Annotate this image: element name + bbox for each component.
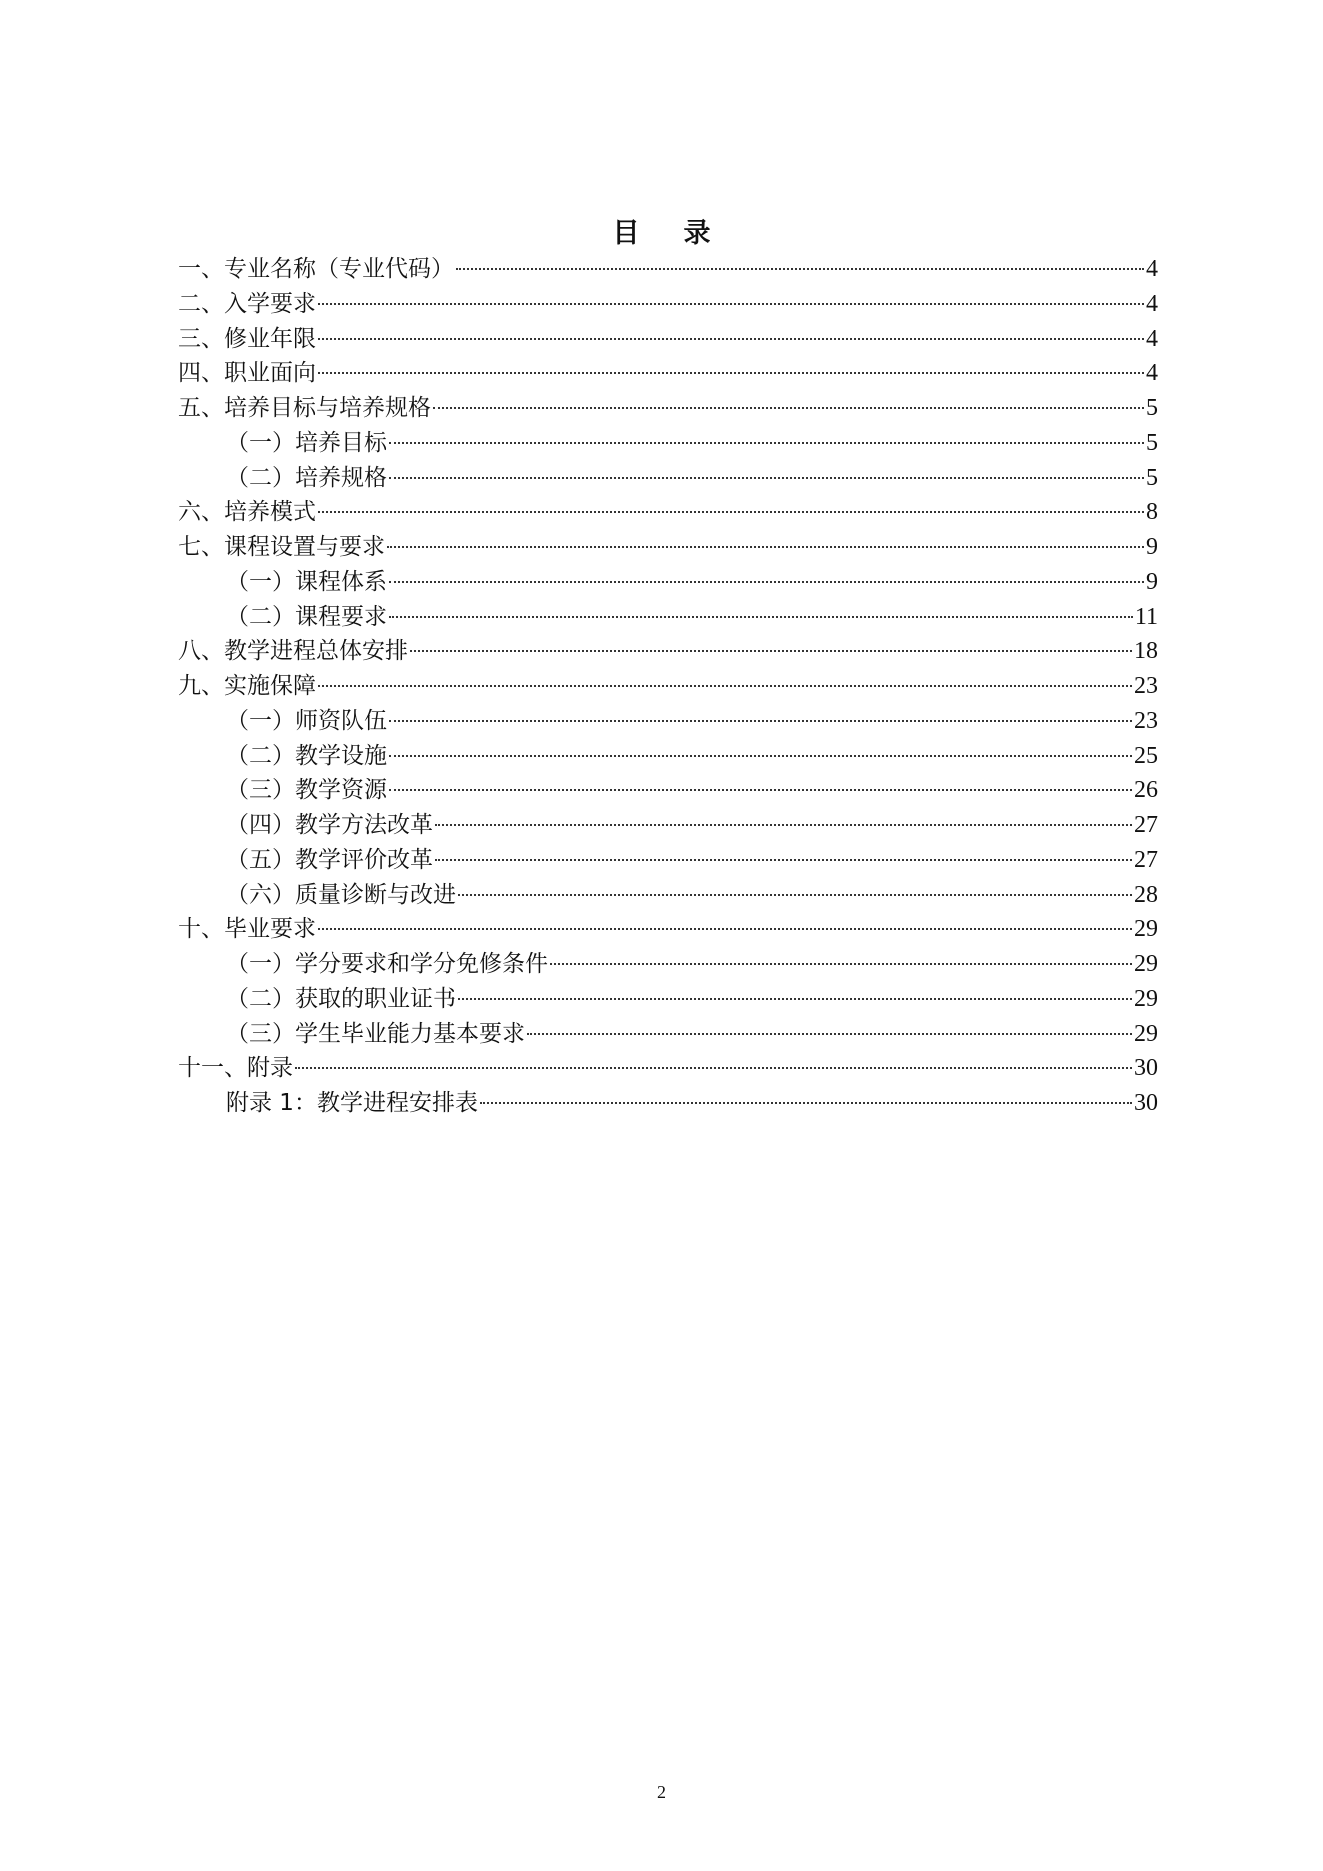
toc-entry-label: （一）课程体系 — [226, 568, 387, 595]
toc-dot-leader — [389, 720, 1132, 722]
toc-entry[interactable] — [178, 912, 1158, 947]
toc-entry[interactable] — [178, 1017, 1158, 1052]
toc-entry-label: 八、教学进程总体安排 — [178, 638, 408, 665]
toc-entry[interactable] — [178, 704, 1158, 739]
toc-entry-label: 二、入学要求 — [178, 290, 316, 317]
toc-entry[interactable] — [178, 982, 1158, 1017]
toc-entry[interactable] — [178, 634, 1158, 669]
toc-entry[interactable] — [178, 391, 1158, 426]
toc-dot-leader — [456, 268, 1144, 270]
toc-entry-page-number: 11 — [1134, 603, 1158, 630]
toc-entry-page-number: 4 — [1146, 325, 1158, 352]
toc-entry-page-number: 30 — [1134, 1055, 1158, 1082]
toc-entry-page-number: 4 — [1146, 256, 1158, 282]
page-number: 2 — [657, 1782, 666, 1802]
toc-entry-page-number: 9 — [1146, 568, 1158, 595]
toc-entry-label: （一）学分要求和学分免修条件 — [226, 951, 548, 977]
toc-entry-page-number: 5 — [1146, 395, 1158, 421]
toc-entry-label: （二）获取的职业证书 — [226, 985, 456, 1012]
toc-entry-label: （二）教学设施 — [226, 742, 387, 769]
toc-dot-leader — [527, 1033, 1132, 1035]
toc-entry-label: （四）教学方法改革 — [226, 812, 433, 838]
toc-entry[interactable] — [178, 669, 1158, 704]
toc-dot-leader — [480, 1102, 1132, 1104]
toc-dot-leader — [389, 477, 1144, 479]
toc-entry-page-number: 4 — [1146, 290, 1158, 317]
toc-entry[interactable] — [178, 322, 1158, 357]
toc-entry-label: （一）培养目标 — [226, 429, 387, 456]
table-of-contents — [178, 252, 1158, 1121]
toc-entry[interactable] — [178, 530, 1158, 565]
toc-dot-leader — [458, 998, 1132, 1000]
toc-entry-label: 十一、附录 — [178, 1055, 293, 1082]
toc-entry-label: （一）师资队伍 — [226, 707, 387, 734]
toc-entry-label: （六）质量诊断与改进 — [226, 881, 456, 908]
toc-dot-leader — [387, 546, 1144, 548]
toc-dot-leader — [433, 407, 1144, 409]
toc-entry[interactable] — [178, 495, 1158, 530]
toc-entry-page-number: 28 — [1134, 881, 1158, 908]
toc-entry[interactable] — [178, 773, 1158, 808]
toc-title — [0, 216, 1323, 252]
toc-dot-leader — [389, 442, 1144, 444]
toc-dot-leader — [389, 616, 1133, 618]
toc-entry-page-number: 5 — [1146, 464, 1158, 491]
toc-dot-leader — [389, 755, 1132, 757]
toc-entry-page-number: 29 — [1134, 1020, 1158, 1047]
toc-dot-leader — [295, 1067, 1132, 1069]
toc-dot-leader — [458, 894, 1132, 896]
toc-entry[interactable] — [178, 808, 1158, 843]
toc-entry[interactable] — [178, 356, 1158, 391]
toc-entry-page-number: 30 — [1134, 1090, 1158, 1116]
toc-dot-leader — [318, 928, 1132, 930]
toc-entry-label: 六、培养模式 — [178, 499, 316, 526]
toc-entry-page-number: 4 — [1146, 360, 1158, 387]
toc-entry-page-number: 5 — [1146, 429, 1158, 456]
toc-entry-page-number: 25 — [1134, 742, 1158, 769]
toc-entry[interactable] — [178, 1086, 1158, 1121]
toc-entry-label: （五）教学评价改革 — [226, 846, 433, 873]
toc-entry-page-number: 26 — [1134, 777, 1158, 804]
toc-dot-leader — [318, 338, 1144, 340]
toc-entry-label: （二）课程要求 — [226, 603, 387, 630]
toc-entry[interactable] — [178, 1051, 1158, 1086]
toc-entry[interactable] — [178, 461, 1158, 496]
toc-entry[interactable] — [178, 287, 1158, 322]
toc-entry[interactable] — [178, 600, 1158, 635]
toc-entry-label: 七、课程设置与要求 — [178, 534, 385, 560]
toc-entry-page-number: 29 — [1134, 951, 1158, 977]
toc-entry-page-number: 29 — [1134, 916, 1158, 943]
toc-entry-label: （二）培养规格 — [226, 464, 387, 491]
toc-dot-leader — [318, 685, 1132, 687]
toc-entry-page-number: 27 — [1134, 846, 1158, 873]
toc-entry-label: 一、专业名称（专业代码） — [178, 256, 454, 282]
toc-dot-leader — [435, 859, 1132, 861]
toc-entry-label: 三、修业年限 — [178, 325, 316, 352]
toc-entry-label: （三）学生毕业能力基本要求 — [226, 1020, 525, 1047]
toc-dot-leader — [435, 824, 1132, 826]
toc-entry[interactable] — [178, 843, 1158, 878]
toc-entry[interactable] — [178, 252, 1158, 287]
toc-entry-label: 附录 1：教学进程安排表 — [226, 1090, 478, 1116]
toc-dot-leader — [389, 581, 1144, 583]
toc-entry[interactable] — [178, 426, 1158, 461]
toc-entry-label: 四、职业面向 — [178, 360, 316, 387]
toc-entry[interactable] — [178, 739, 1158, 774]
toc-entry-label: 五、培养目标与培养规格 — [178, 395, 431, 421]
toc-entry-label: 九、实施保障 — [178, 673, 316, 699]
toc-entry-page-number: 23 — [1134, 673, 1158, 699]
toc-entry-page-number: 27 — [1134, 812, 1158, 838]
toc-entry-label: （三）教学资源 — [226, 777, 387, 804]
toc-entry-label: 十、毕业要求 — [178, 916, 316, 943]
toc-title-char-1: 目 — [612, 218, 640, 249]
toc-dot-leader — [410, 650, 1132, 652]
toc-entry-page-number: 8 — [1146, 499, 1158, 526]
toc-entry-page-number: 18 — [1134, 638, 1158, 665]
toc-dot-leader — [318, 303, 1144, 305]
toc-dot-leader — [550, 963, 1132, 965]
toc-title-char-2: 录 — [683, 218, 711, 249]
toc-dot-leader — [318, 511, 1144, 513]
toc-dot-leader — [389, 789, 1132, 791]
toc-entry[interactable] — [178, 947, 1158, 982]
toc-entry[interactable] — [178, 878, 1158, 913]
toc-entry-page-number: 23 — [1134, 707, 1158, 734]
toc-entry[interactable] — [178, 565, 1158, 600]
toc-entry-page-number: 9 — [1146, 534, 1158, 560]
toc-entry-page-number: 29 — [1134, 985, 1158, 1012]
toc-dot-leader — [318, 372, 1144, 374]
